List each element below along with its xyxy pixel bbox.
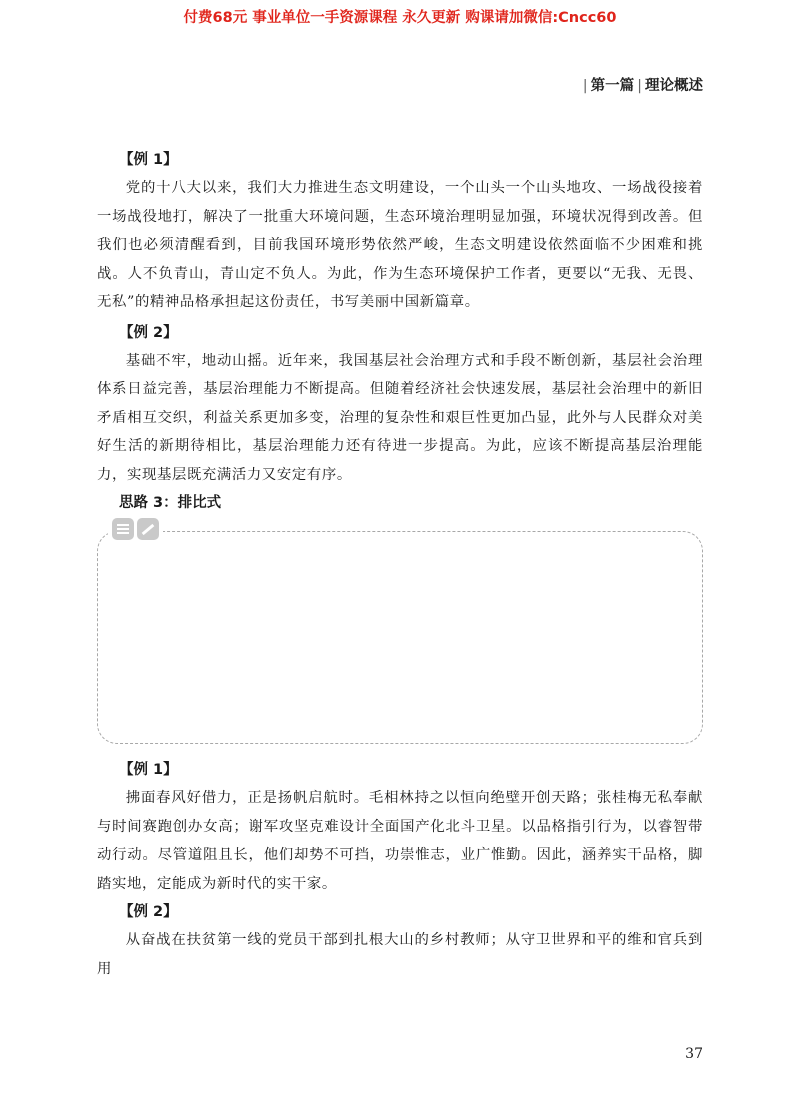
- header-part: 第一篇: [590, 78, 635, 94]
- example-label: 【例 2】: [119, 904, 178, 920]
- running-header: [580, 74, 703, 95]
- example-paragraph: 从奋战在扶贫第一线的党员干部到扎根大山的乡村教师；从守卫世界和平的维和官兵到用: [97, 932, 703, 977]
- example-label: 【例 2】: [119, 324, 178, 341]
- header-separator: |: [637, 78, 642, 94]
- notes-box[interactable]: [97, 531, 703, 744]
- page-number: 37: [685, 1046, 703, 1062]
- note-icons: [108, 518, 163, 540]
- example-paragraph: 党的十八大以来，我们大力推进生态文明建设，一个山头一个山头地攻、一场战役接着一场战役地打，解决了一批重大环境问题，生态环境治理明显加强，环境状况得到改善。但我们也必须清醒看到，目前我国环境形势依然严峻，生态文明建设依然面临不少困难和挑战。人不负青山，青山定不负人。为此，作为生态环境保护工作者，更要以“无我、无畏、无私”的精神品格承担起这份责任，书写美丽中国新篇章。: [97, 180, 703, 310]
- example-label: 【例 1】: [119, 762, 178, 778]
- promo-banner: 付费68元 事业单位一手资源课程 永久更新 购课请加微信:Cncc60: [183, 10, 617, 26]
- example-paragraph: 基础不牢，地动山摇。近年来，我国基层社会治理方式和手段不断创新，基层社会治理体系日益完善，基层治理能力不断提高。但随着经济社会快速发展，基层社会治理中的新旧矛盾相互交织，利益关系更加多变，治理的复杂性和艰巨性更加凸显，此外与人民群众对美好生活的新期待相比，基层治理能力还有待进一步提高。为此，应该不断提高基层治理能力，实现基层既充满活力又安定有序。: [97, 352, 703, 483]
- approach-heading: 思路 3：排比式: [119, 495, 222, 511]
- page-content: [97, 146, 703, 983]
- header-title: 理论概述: [645, 78, 703, 94]
- example-label: 【例 1】: [119, 152, 178, 168]
- header-separator: |: [582, 78, 588, 94]
- notepad-icon: [112, 518, 134, 540]
- pencil-icon: [137, 518, 159, 540]
- example-paragraph: 拂面春风好借力，正是扬帆启航时。毛相林持之以恒向绝壁开创天路；张桂梅无私奉献与时间赛跑创办女高；谢军攻坚克难设计全面国产化北斗卫星。以品格指引行为，以睿智带动行动。尽管道阻且长，他们却势不可挡，功崇惟志，业广惟勤。因此，涵养实干品格，脚踏实地，定能成为新时代的实干家。: [97, 790, 703, 892]
